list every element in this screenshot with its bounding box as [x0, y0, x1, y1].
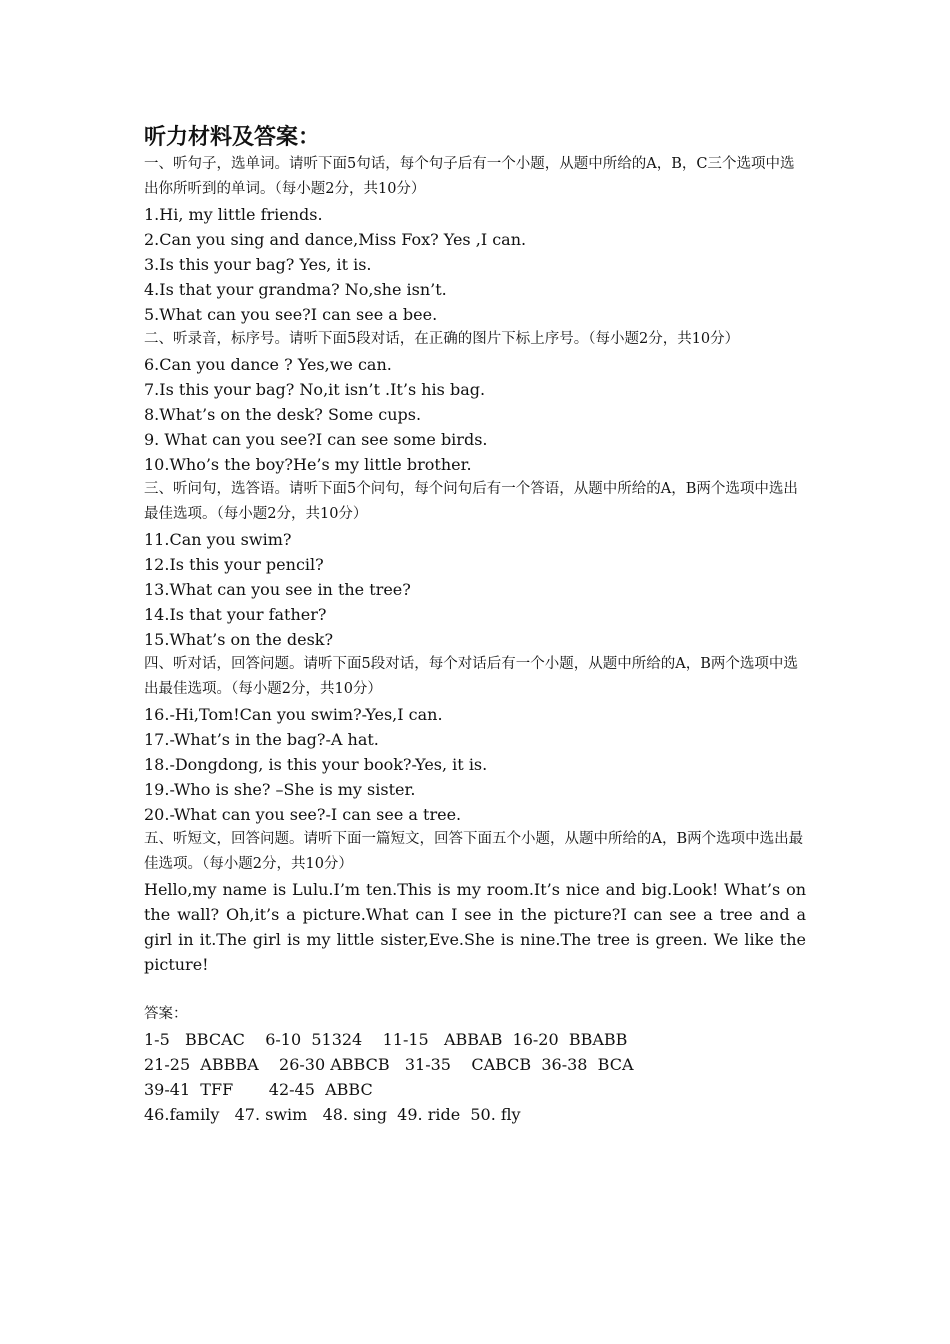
section-2-heading: 二、听录音，标序号。请听下面5段对话，在正确的图片下标上序号。（每小题2分，共10分）: [144, 331, 740, 347]
item-12: 12.Is this your pencil?: [144, 555, 324, 574]
item-17: 17.-What’s in the bag?-A hat.: [144, 730, 379, 749]
section-1-heading: 一、听句子，选单词。请听下面5句话，每个句子后有一个小题，从题中所给的A，B，C三个选项中选出你所听到的单词。（每小题2分，共10分）: [144, 156, 795, 197]
answer-line: 21-25 ABBBA 26-30 ABBCB 31-35 CABCB 36-38 BCA: [144, 1055, 634, 1074]
item-5: 5.What can you see?I can see a bee.: [144, 305, 438, 324]
item-9: 9. What can you see?I can see some birds.: [144, 430, 488, 449]
item-6: 6.Can you dance ? Yes,we can.: [144, 355, 392, 374]
item-8: 8.What’s on the desk? Some cups.: [144, 405, 422, 424]
item-11: 11.Can you swim?: [144, 530, 292, 549]
answer-line: 1-5 BBCAC 6-10 51324 11-15 ABBAB 16-20 BBABB: [144, 1030, 628, 1049]
document-page: [144, 122, 806, 1127]
item-16: 16.-Hi,Tom!Can you swim?-Yes,I can.: [144, 705, 443, 724]
item-7: 7.Is this your bag? No,it isn’t .It’s his bag.: [144, 380, 486, 399]
answers-label: 答案：: [144, 1006, 188, 1022]
item-19: 19.-Who is she? –She is my sister.: [144, 780, 416, 799]
item-3: 3.Is this your bag? Yes, it is.: [144, 255, 372, 274]
item-14: 14.Is that your father?: [144, 605, 327, 624]
item-10: 10.Who’s the boy?He’s my little brother.: [144, 455, 472, 474]
section-5-heading: 五、听短文，回答问题。请听下面一篇短文，回答下面五个小题，从题中所给的A，B两个选项中选出最佳选项。（每小题2分，共10分）: [144, 831, 804, 872]
section-3-heading: 三、听问句，选答语。请听下面5个问句，每个问句后有一个答语，从题中所给的A，B两个选项中选出最佳选项。（每小题2分，共10分）: [144, 481, 798, 522]
item-20: 20.-What can you see?-I can see a tree.: [144, 805, 462, 824]
answer-line: 39-41 TFF 42-45 ABBC: [144, 1080, 373, 1099]
spacer: [144, 977, 806, 1002]
item-4: 4.Is that your grandma? No,she isn’t.: [144, 280, 447, 299]
item-2: 2.Can you sing and dance,Miss Fox? Yes ,I can.: [144, 230, 527, 249]
item-18: 18.-Dongdong, is this your book?-Yes, it is.: [144, 755, 488, 774]
item-1: 1.Hi, my little friends.: [144, 205, 323, 224]
passage-text: Hello,my name is Lulu.I’m ten.This is my room.It’s nice and big.Look! What’s on the wall? Oh,it’s a picture.What can I see in the picture?I can see a tree and a girl in it.The girl is my little sister,Eve.She is nine.The tree is green. We like the picture!: [144, 880, 806, 974]
section-4-heading: 四、听对话，回答问题。请听下面5段对话，每个对话后有一个小题，从题中所给的A，B两个选项中选出最佳选项。（每小题2分，共10分）: [144, 656, 798, 697]
answer-line: 46.family 47. swim 48. sing 49. ride 50. fly: [144, 1105, 521, 1124]
item-13: 13.What can you see in the tree?: [144, 580, 411, 599]
document-title: 听力材料及答案：: [144, 124, 321, 150]
item-15: 15.What’s on the desk?: [144, 630, 334, 649]
